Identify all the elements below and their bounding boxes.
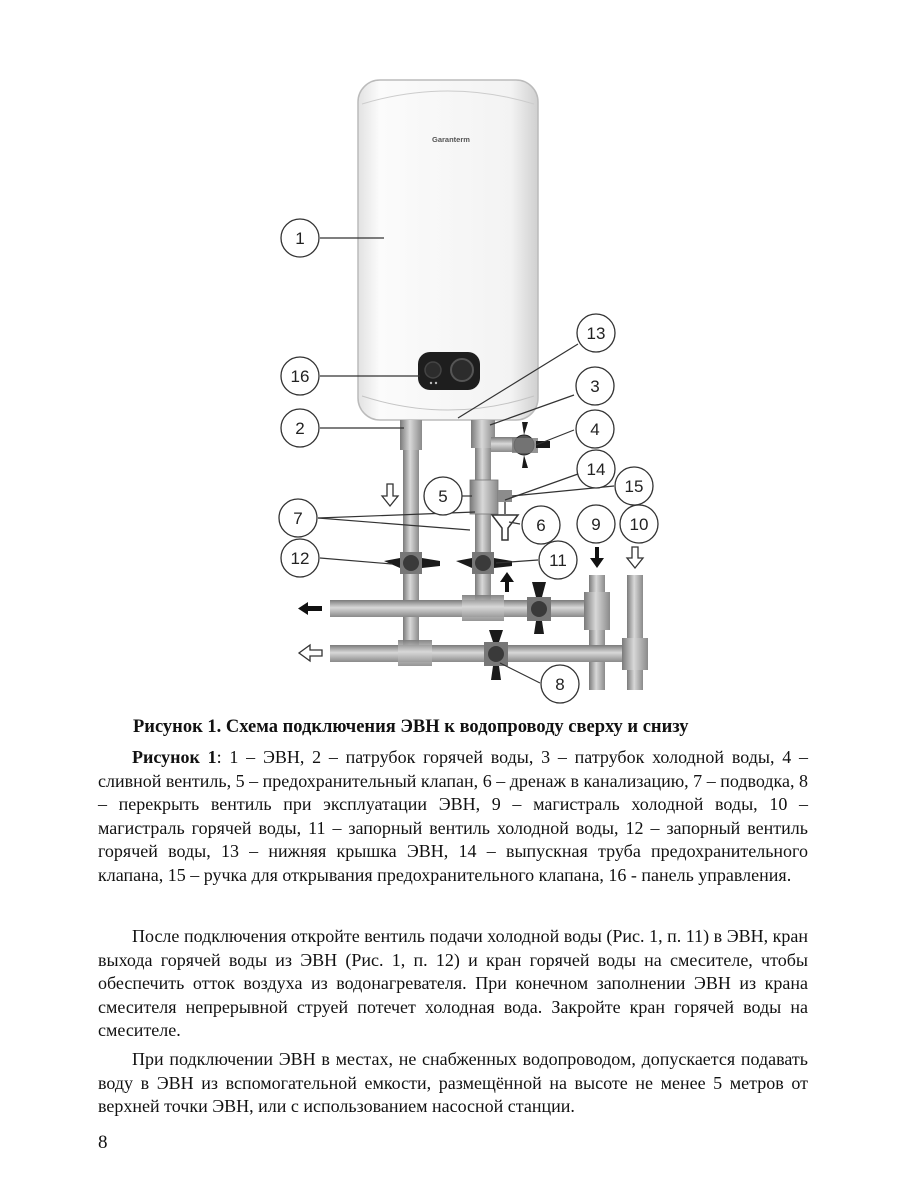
svg-text:12: 12 bbox=[290, 549, 310, 568]
control-panel bbox=[418, 352, 480, 390]
svg-text:5: 5 bbox=[438, 487, 448, 506]
svg-text:8: 8 bbox=[555, 675, 565, 694]
paragraph-fill-instructions: После подключения откройте вентиль подачи холодной воды (Рис. 1, п. 11) в ЭВН, кран выхода горячей воды из ЭВН (Рис. 1, п. 12) и кран горячей воды на смесителе, чтобы обеспечить отток воздуха из водонагревателя. При конечном заполнении ЭВН из крана смесителя непрерывной струей потечет холодная вода. Закройте кран горячей воды на смесителе. bbox=[98, 926, 808, 1040]
arrow-down-filled-icon bbox=[590, 547, 604, 568]
callout-16 bbox=[281, 357, 319, 395]
callout-7 bbox=[279, 499, 317, 537]
svg-text:7: 7 bbox=[293, 509, 303, 528]
arrow-down-outline-icon bbox=[627, 547, 643, 568]
svg-text:3: 3 bbox=[590, 377, 600, 396]
svg-text:14: 14 bbox=[586, 460, 606, 479]
svg-text:16: 16 bbox=[290, 367, 310, 386]
page-number: 8 bbox=[98, 1132, 108, 1153]
svg-text:2: 2 bbox=[295, 419, 305, 438]
legend-text: : 1 – ЭВН, 2 – патрубок горячей воды, 3 – патрубок холодной воды, 4 – сливной вентиль, 5 – предохранительный клапан, 6 – дренаж в канализацию, 7 – подводка, 8 – перекрыть вентиль при эксплуатации ЭВН, 9 – магистраль холодной воды, 10 – магистраль горячей воды, 11 – запорный вентиль холодной воды, 12 – запорный вентиль горячей воды, 13 – нижняя крышка ЭВН, 14 – выпускная труба предохранительного клапана, 15 – ручка для открывания предохранительного клапана, 16 - панель управления. bbox=[98, 747, 808, 885]
arrow-down-outline-icon bbox=[382, 484, 398, 506]
legend-lead: Рисунок 1 bbox=[132, 747, 217, 767]
svg-text:10: 10 bbox=[629, 515, 649, 534]
callout-11 bbox=[539, 541, 577, 579]
callout-14 bbox=[577, 450, 615, 488]
figure-caption: Рисунок 1. Схема подключения ЭВН к водопроводу сверху и снизу bbox=[133, 717, 689, 737]
svg-text:6: 6 bbox=[536, 516, 546, 535]
callout-6 bbox=[522, 506, 560, 544]
callout-3 bbox=[576, 367, 614, 405]
svg-text:11: 11 bbox=[549, 551, 567, 570]
callout-2 bbox=[281, 409, 319, 447]
callout-5 bbox=[424, 477, 462, 515]
callout-1 bbox=[281, 219, 319, 257]
svg-text:1: 1 bbox=[295, 229, 305, 248]
svg-text:13: 13 bbox=[586, 324, 606, 343]
callout-8 bbox=[541, 665, 579, 703]
callout-9 bbox=[577, 505, 615, 543]
svg-text:4: 4 bbox=[590, 420, 600, 439]
brand-logo: Garanterm bbox=[432, 135, 470, 144]
callout-12 bbox=[281, 539, 319, 577]
paragraph-auxiliary-supply: При подключении ЭВН в местах, не снабженных водопроводом, допускается подавать воду в ЭВН из вспомогательной емкости, размещённой на высоте не менее 5 метров от верхней точки ЭВН, или с использованием насосной станции. bbox=[98, 1049, 808, 1116]
callout-10 bbox=[620, 505, 658, 543]
arrow-left-outline-icon bbox=[299, 645, 322, 661]
figure-legend bbox=[98, 746, 808, 887]
callout-4 bbox=[576, 410, 614, 448]
callout-15 bbox=[615, 467, 653, 505]
arrow-left-filled-icon bbox=[298, 602, 322, 615]
svg-text:9: 9 bbox=[591, 515, 601, 534]
arrow-up-filled-icon bbox=[500, 572, 514, 592]
svg-text:15: 15 bbox=[624, 477, 644, 496]
drain-funnel bbox=[492, 515, 518, 540]
callout-13 bbox=[577, 314, 615, 352]
